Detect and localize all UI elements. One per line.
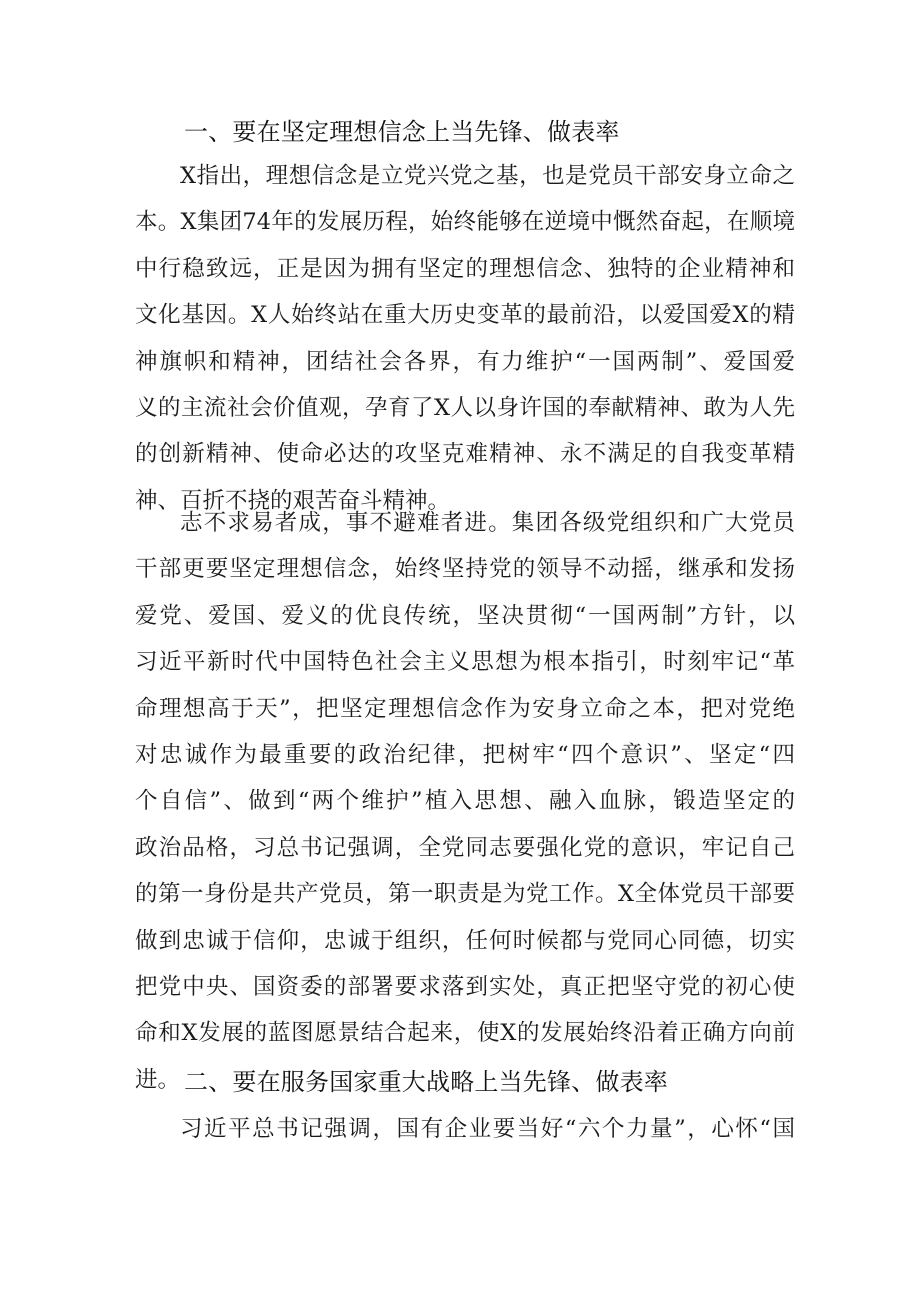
paragraph-line: 命和X发展的蓝图愿景结合起来，使X的发展始终沿着正确方向前: [135, 1020, 795, 1047]
paragraph-line: 中行稳致远，正是因为拥有坚定的理想信念、独特的企业精神和: [135, 255, 795, 282]
paragraph-line: 的第一身份是共产党员，第一职责是为党工作。X全体党员干部要: [135, 881, 795, 908]
paragraph-2: [135, 500, 795, 1103]
paragraph-line: 个自信”、做到“两个维护”植入思想、融入血脉，锻造坚定的: [135, 788, 795, 815]
paragraph-line: 志不求易者成，事不避难者进。集团各级党组织和广大党员: [180, 510, 795, 536]
paragraph-line: 习近平总书记强调，国有企业要当好“六个力量”，心怀“国: [180, 1116, 795, 1142]
paragraph-line: 政治品格，习总书记强调，全党同志要强化党的意识，牢记自己: [135, 834, 795, 861]
paragraph-line: 命理想高于天”，把坚定理想信念作为安身立命之本，把对党绝: [135, 695, 795, 722]
paragraph-line: 文化基因。X人始终站在重大历史变革的最前沿，以爱国爱X的精: [135, 302, 795, 329]
paragraph-line: 的创新精神、使命必达的攻坚克难精神、永不满足的自我变革精: [135, 441, 795, 468]
section-heading-2: 二、要在服务国家重大战略上当先锋、做表率: [184, 1068, 668, 1096]
paragraph-line: 对忠诚作为最重要的政治纪律，把树牢“四个意识”、坚定“四: [135, 741, 795, 768]
paragraph-line: 神旗帜和精神，团结社会各界，有力维护“一国两制”、爱国爱: [135, 348, 795, 375]
paragraph-1: [135, 153, 795, 524]
paragraph-3: [135, 1106, 795, 1152]
paragraph-line: X指出，理想信念是立党兴党之基，也是党员干部安身立命之: [180, 163, 795, 189]
paragraph-line: 干部更要坚定理想信念，始终坚持党的领导不动摇，继承和发扬: [135, 556, 795, 583]
paragraph-line: 爱党、爱国、爱义的优良传统，坚决贯彻“一国两制”方针，以: [135, 602, 795, 629]
section-heading-1: 一、要在坚定理想信念上当先锋、做表率: [184, 118, 620, 146]
paragraph-line: 神、百折不挠的艰苦奋斗精神。: [135, 487, 451, 514]
paragraph-line: 习近平新时代中国特色社会主义思想为根本指引，时刻牢记“革: [135, 649, 795, 676]
paragraph-line: 把党中央、国资委的部署要求落到实处，真正把坚守党的初心使: [135, 973, 795, 1000]
paragraph-line: 义的主流社会价值观，孕育了X人以身许国的奉献精神、敢为人先: [135, 394, 795, 421]
paragraph-line: 做到忠诚于信仰，忠诚于组织，任何时候都与党同心同德，切实: [135, 927, 795, 954]
paragraph-line: 进。: [135, 1066, 181, 1093]
paragraph-line: 本。X集团74年的发展历程，始终能够在逆境中慨然奋起，在顺境: [135, 209, 795, 236]
